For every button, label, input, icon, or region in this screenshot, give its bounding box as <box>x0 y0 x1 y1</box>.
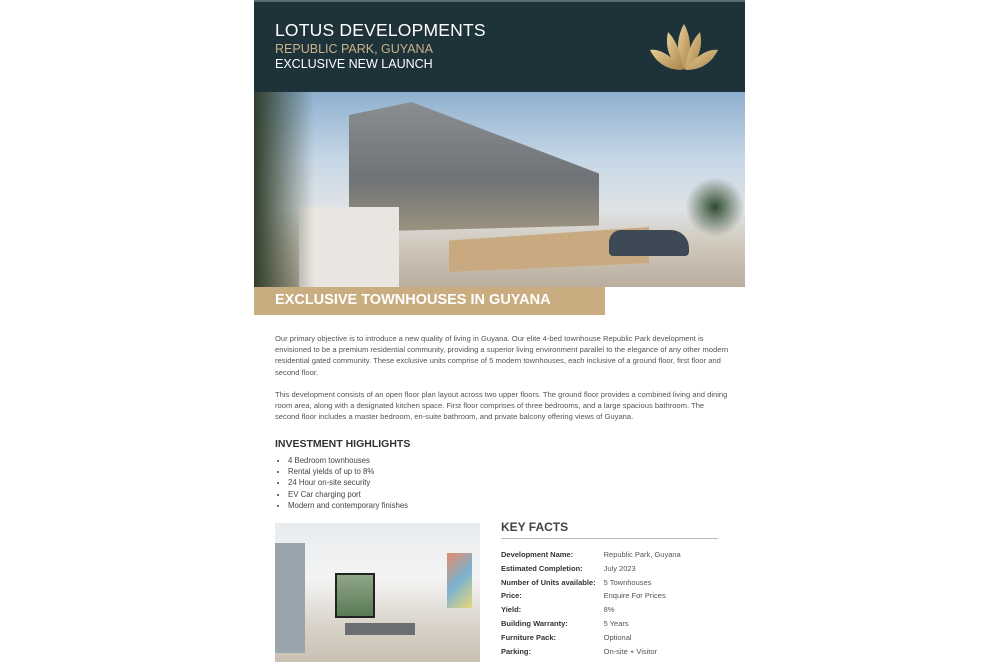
fact-value: 5 Townhouses <box>603 577 652 587</box>
list-item: • Modern and contemporary finishes <box>288 500 408 511</box>
section-banner: EXCLUSIVE TOWNHOUSES IN GUYANA <box>254 287 605 315</box>
lotus-icon <box>646 20 722 72</box>
divider <box>501 538 718 539</box>
fact-value: July 2023 <box>603 563 636 573</box>
fact-value: Optional <box>603 632 632 642</box>
highlights-list <box>288 455 408 511</box>
body-text <box>275 333 730 422</box>
fact-label: Parking: <box>501 646 532 656</box>
company-title: LOTUS DEVELOPMENTS <box>275 20 486 40</box>
brochure-page <box>254 0 745 667</box>
fact-label: Number of Units available: <box>501 577 596 587</box>
fact-label: Furniture Pack: <box>501 632 557 642</box>
location-subtitle: REPUBLIC PARK, GUYANA <box>275 42 433 56</box>
list-item: • 4 Bedroom townhouses <box>288 455 408 466</box>
fact-value: Enquire For Prices <box>603 591 666 601</box>
fact-label: Estimated Completion: <box>501 563 583 573</box>
intro-paragraph: Our primary objective is to introduce a new quality of living in Guyana. Our elite 4-bed townhouse Republic Park development is envisioned to be a premium residential community, providing a superior living environment parallel to the elegance of any other modern residential gated community. These exclusive units comprise of 5 modern townhouses, each inclusive of a ground floor, first floor and second floor. <box>275 334 729 377</box>
hero-townhouse-render <box>254 92 745 287</box>
fact-value: 8% <box>603 605 615 615</box>
layout-paragraph: This development consists of an open floor plan layout across two upper floors. The ground floor provides a combined living and dining room area, along with a designated kitchen space. First floor comprises of three bedrooms, and a large spacious bathroom. The second floor includes a master bedroom, en-suite bathroom, and private balcony offering views of Guyana. <box>275 389 728 422</box>
fact-label: Price: <box>501 591 522 601</box>
key-facts-table <box>501 549 731 659</box>
header <box>254 0 745 92</box>
fact-value: Republic Park, Guyana <box>603 550 681 559</box>
fact-value: 5 Years <box>603 618 629 628</box>
fact-label: Building Warranty: <box>501 618 568 628</box>
list-item: • 24 Hour on-site security <box>288 477 408 488</box>
list-item: • Rental yields of up to 8% <box>288 466 408 477</box>
interior-photo <box>275 523 480 662</box>
tagline: EXCLUSIVE NEW LAUNCH <box>275 57 433 71</box>
fact-label: Yield: <box>501 605 522 615</box>
fact-value: On-site + Visitor <box>603 646 658 656</box>
highlights-heading: INVESTMENT HIGHLIGHTS <box>275 438 411 450</box>
key-facts-heading: KEY FACTS <box>501 520 569 534</box>
list-item: • EV Car charging port <box>288 489 408 500</box>
fact-label: Development Name: <box>501 550 574 559</box>
